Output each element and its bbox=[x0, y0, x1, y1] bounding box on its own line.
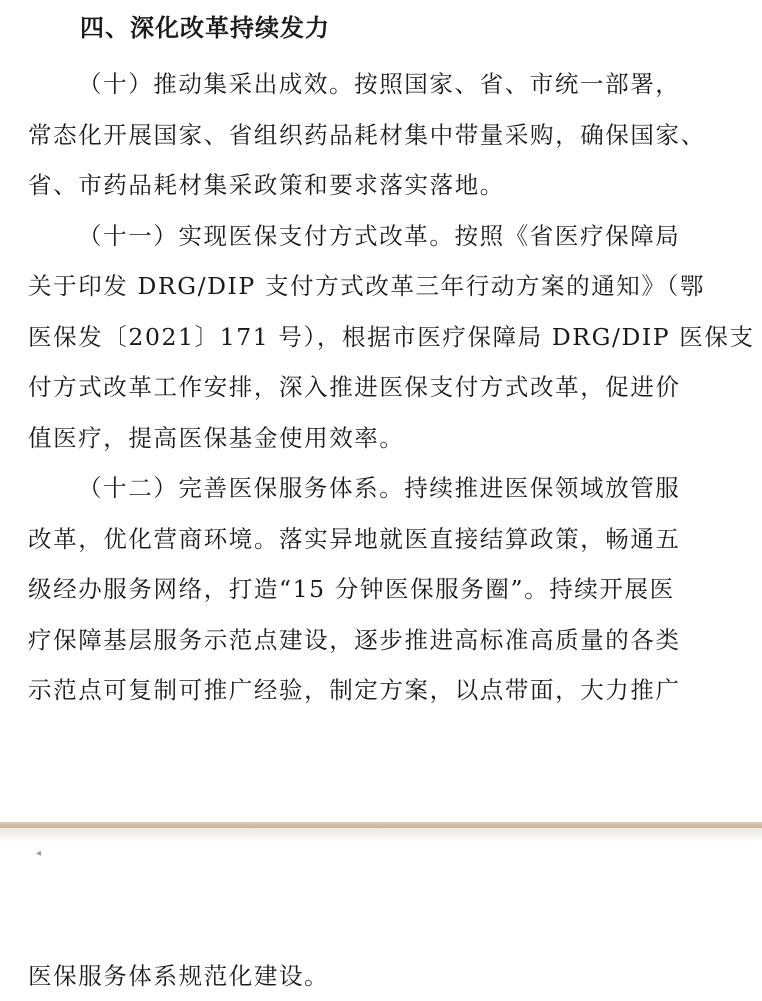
paragraph-2-line-2: 关于印发 DRG/DIP 支付方式改革三年行动方案的通知》（鄂 bbox=[28, 272, 705, 300]
page-break-shadow bbox=[0, 828, 762, 842]
body-text bbox=[28, 59, 755, 716]
paragraph-2-line-1: （十一）实现医保支付方式改革。按照《省医疗保障局 bbox=[78, 221, 681, 250]
paragraph-3-line-3: 级经办服务网络，打造“15 分钟医保服务圈”。持续开展医 bbox=[28, 575, 675, 603]
scan-mark-icon: ◂ bbox=[36, 848, 42, 859]
next-page-line: 医保服务体系规范化建设。 bbox=[28, 962, 330, 990]
paragraph-3-line-1: （十二）完善医保服务体系。持续推进医保领域放管服 bbox=[78, 474, 681, 502]
paragraph-1-line-3: 省、市药品耗材集采政策和要求落实落地。 bbox=[28, 171, 505, 199]
paragraph-3-line-2: 改革，优化营商环境。落实异地就医直接结算政策，畅通五 bbox=[28, 524, 681, 553]
paragraph-3-line-4: 疗保障基层服务示范点建设，逐步推进高标准高质量的各类 bbox=[28, 625, 681, 654]
paragraph-3-line-5: 示范点可复制可推广经验，制定方案，以点带面，大力推广 bbox=[28, 676, 681, 704]
section-heading: 四、深化改革持续发力 bbox=[80, 14, 330, 42]
paragraph-1-line-2: 常态化开展国家、省组织药品耗材集中带量采购，确保国家、 bbox=[28, 120, 706, 149]
paragraph-2-line-5: 值医疗，提高医保基金使用效率。 bbox=[28, 423, 405, 452]
paragraph-1-line-1: （十）推动集采出成效。按照国家、省、市统一部署， bbox=[78, 70, 681, 98]
paragraph-2-line-4: 付方式改革工作安排，深入推进医保支付方式改革，促进价 bbox=[28, 373, 681, 401]
paragraph-2-line-3: 医保发〔2021〕171 号），根据市医疗保障局 DRG/DIP 医保支 bbox=[28, 322, 755, 351]
